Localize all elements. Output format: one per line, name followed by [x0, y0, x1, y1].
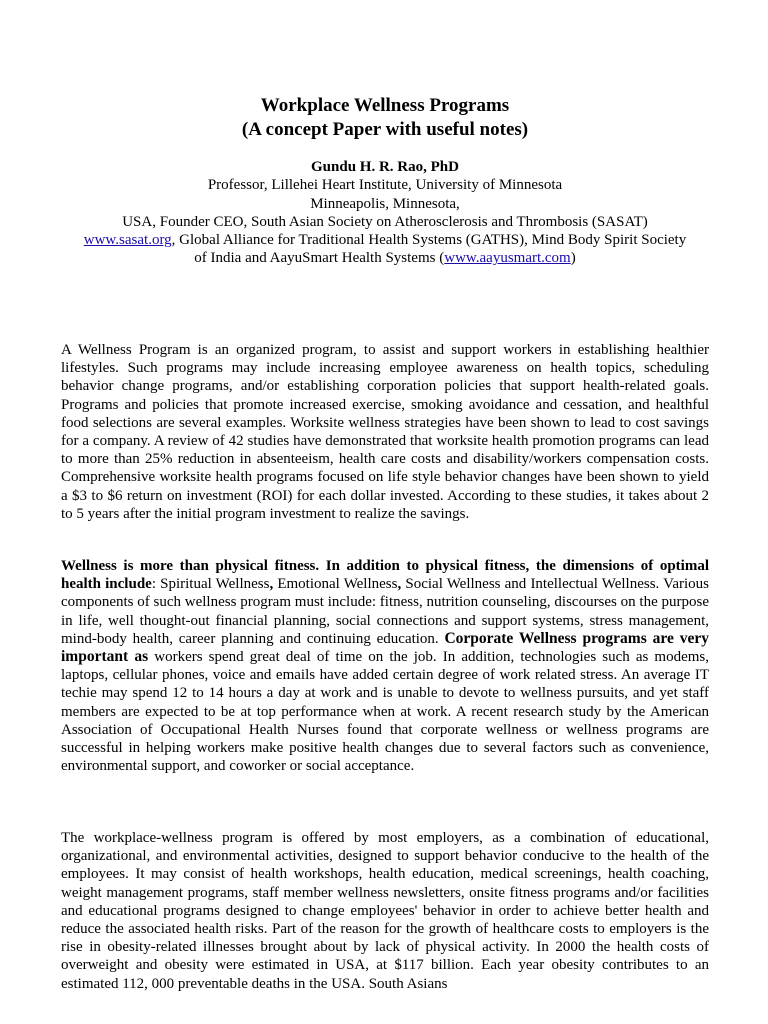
author-affiliation-line-3: USA, Founder CEO, South Asian Society on Atherosclerosis and Thrombosis (SASAT)	[122, 213, 648, 230]
para2-comma-2: ,	[397, 576, 402, 593]
author-name: Gundu H. R. Rao, PhD	[311, 159, 459, 175]
paragraph-workplace-wellness: The workplace-wellness program is offered by most employers, as a combination of educational, organizational, and environmental activities, designed to support behavior conducive to the health of the employees. It may consist of health workshops, health education, medical screenings, health coaching, weight management programs, staff member wellness newsletters, onsite fitness programs and/or facilities and educational programs designed to change employees' behavior in order to achieve better health and reduce the associated health risks. Part of the reason for the growth of healthcare costs to employers is the rise in obesity-related illnesses brought about by lack of physical activity. In 2000 the health costs of overweight and obesity were estimated in USA, at $117 billion. Each year obesity contributes to an estimated 112, 000 preventable deaths in the USA. South Asians	[61, 830, 709, 992]
paragraph-wellness-dimensions	[61, 557, 709, 775]
author-affiliation-line-1: Professor, Lillehei Heart Institute, University of Minnesota	[207, 177, 563, 194]
para2-bold-lead: Wellness is more than physical fitness. In addition to physical fitness, the dimensions of optimal health include	[61, 558, 709, 593]
sasat-link[interactable]: www.sasat.org	[83, 232, 172, 249]
para2-bold-corporate: Corporate Wellness programs are very important as	[61, 629, 709, 666]
para2-text-a: : Spiritual Wellness	[151, 576, 270, 593]
author-block	[61, 158, 709, 268]
paragraph-wellness-program-definition: A Wellness Program is an organized program, to assist and support workers in establishing healthier lifestyles. Such programs may include increasing employee awareness on health topics, scheduling behavior change programs, and/or establishing corporation policies that support health-related goals. Programs and policies that promote increased exercise, smoking avoidance and cessation, and healthful food selections are several examples. Worksite wellness strategies have been shown to lead to cost savings for a company. A review of 42 studies have demonstrated that worksite health promotion programs can lead to more than 25% reduction in absenteeism, health care costs and disability/workers compensation costs. Comprehensive worksite health programs focused on life style behavior changes have been shown to yield a $3 to $6 return on investment (ROI) for each dollar invested. According to these studies, it takes about 2 to 5 years after the initial program investment to realize the savings.	[61, 342, 709, 522]
title-line-1: Workplace Wellness Programs	[260, 95, 510, 116]
title-line-2: (A concept Paper with useful notes)	[241, 119, 529, 140]
para2-text-d: workers spend great deal of time on the job. In addition, technologies such as modems, laptops, cellular phones, voice and emails have added certain degree of work related stress. An average IT techie may spend 12 to 14 hours a day at work and is unable to devote to wellness pursuits, and yet staff members are expected to be at top performance when at work. A recent research study by the American Association of Occupational Health Nurses found that corporate wellness or wellness programs are successful in helping workers make positive health changes due to several factors such as convenience, environmental support, and coworker or social acceptance.	[61, 649, 709, 775]
para2-text-c: Social Wellness and Intellectual Wellness. Various components of such wellness program must include: fitness, nutrition counseling, discourses on the purpose in life, well thought-out financial planning, social connections and support systems, stress management, mind-body health, career planning and continuing education.	[61, 576, 709, 647]
author-affiliation-line-5	[61, 249, 709, 267]
author-affiliation-line-2: Minneapolis, Minnesota,	[310, 195, 460, 212]
author-affiliation-line-4	[61, 231, 709, 249]
para2-comma-1: ,	[269, 576, 274, 593]
document-title	[61, 94, 709, 142]
affiliation-line-5-post: )	[570, 250, 576, 267]
affiliation-line-5-pre: of India and AayuSmart Health Systems (	[194, 250, 445, 267]
para2-text-b: Emotional Wellness	[273, 576, 398, 593]
affiliation-line-4-text: , Global Alliance for Traditional Health Systems (GATHS), Mind Body Spirit Society	[171, 232, 687, 249]
aayusmart-link[interactable]: www.aayusmart.com	[444, 250, 571, 267]
